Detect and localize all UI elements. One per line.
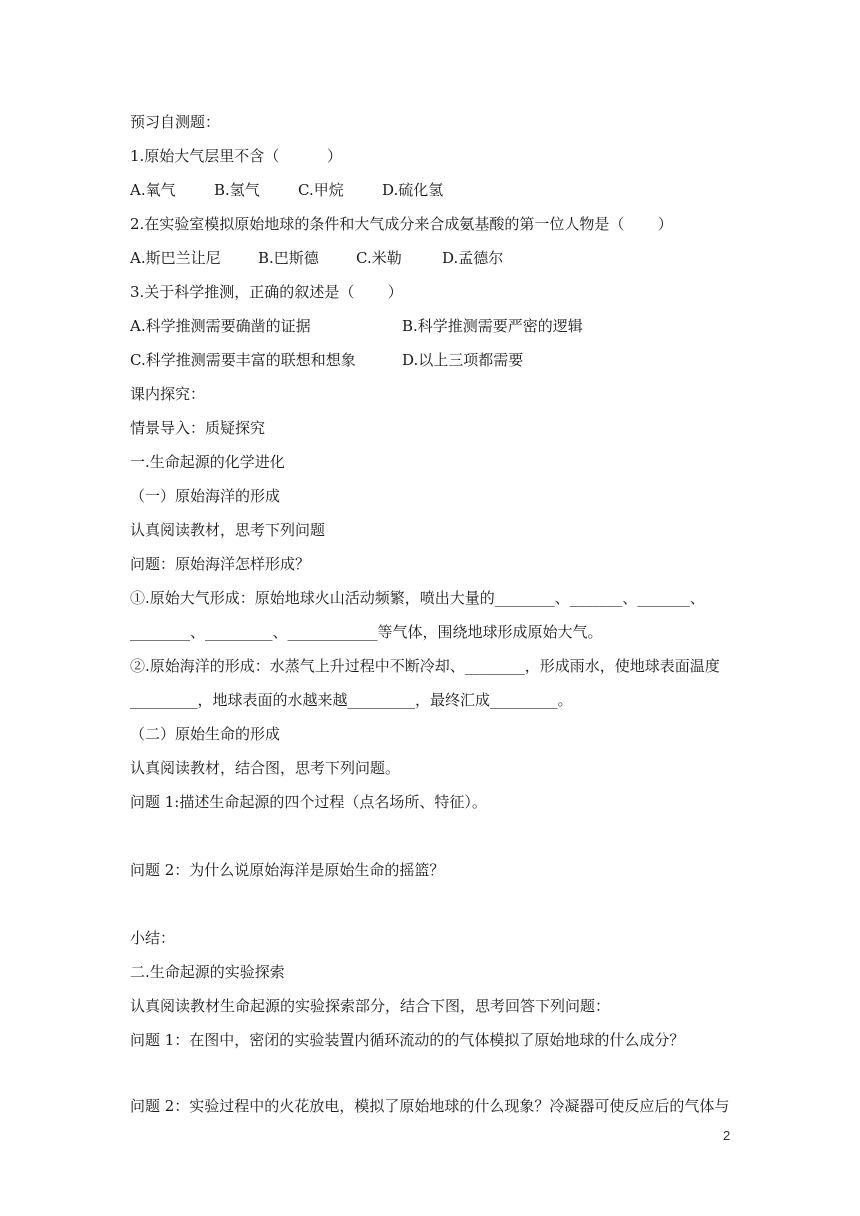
q2-stem: 2.在实验室模拟原始地球的条件和大气成分来合成氨基酸的第一位人物是（ ） xyxy=(130,215,673,233)
life-question-2: 问题 2：为什么说原始海洋是原始生命的摇篮？ xyxy=(130,861,445,879)
subsection-2-title: （二）原始生命的形成 xyxy=(130,725,281,743)
q2-option-d: D.孟德尔 xyxy=(442,249,504,267)
preview-heading: 预习自测题： xyxy=(130,113,221,131)
q1-option-d: D.硫化氢 xyxy=(382,181,444,199)
atmosphere-fill-line-1: ①.原始大气形成：原始地球火山活动频繁，喷出大量的________、_______、_______、 xyxy=(130,589,705,607)
explore-heading: 课内探究： xyxy=(130,385,206,403)
q3-stem: 3.关于科学推测，正确的叙述是（ ） xyxy=(130,283,403,301)
ocean-question: 问题：原始海洋怎样形成？ xyxy=(130,555,311,573)
reading-instruction-3: 认真阅读教材生命起源的实验探索部分，结合下图，思考回答下列问题： xyxy=(130,997,611,1015)
q3-option-b: B.科学推测需要严密的逻辑 xyxy=(402,317,583,335)
ocean-fill-line-2: _________，地球表面的水越来越_________，最终汇成_________。 xyxy=(130,691,573,709)
page-number: 2 xyxy=(723,1128,731,1143)
life-question-1: 问题 1:描述生命起源的四个过程（点名场所、特征）。 xyxy=(130,793,487,811)
ocean-fill-line-1: ②.原始海洋的形成：水蒸气上升过程中不断冷却、________，形成雨水，使地球表面温度 xyxy=(130,657,720,675)
summary-label: 小结： xyxy=(130,929,176,947)
q3-option-d: D.以上三项都需要 xyxy=(402,351,524,369)
subsection-1-title: （一）原始海洋的形成 xyxy=(130,487,281,505)
q2-option-b: B.巴斯德 xyxy=(258,249,319,267)
atmosphere-fill-line-2: ________、_________、____________等气体，围绕地球形成原始大气。 xyxy=(130,623,603,641)
experiment-question-1: 问题 1：在图中，密闭的实验装置内循环流动的的气体模拟了原始地球的什么成分？ xyxy=(130,1031,685,1049)
reading-instruction-1: 认真阅读教材，思考下列问题 xyxy=(130,521,326,539)
q3-option-c: C.科学推测需要丰富的联想和想象 xyxy=(130,351,356,369)
section-1-title: 一.生命起源的化学进化 xyxy=(130,453,285,471)
q1-option-a: A.氧气 xyxy=(130,181,176,199)
q1-stem: 1.原始大气层里不含（ ） xyxy=(130,147,342,165)
q1-option-c: C.甲烷 xyxy=(298,181,344,199)
experiment-question-2: 问题 2：实验过程中的火花放电，模拟了原始地球的什么现象？冷凝器可使反应后的气体与 xyxy=(130,1097,730,1115)
q2-option-a: A.斯巴兰让尼 xyxy=(130,249,221,267)
q2-option-c: C.米勒 xyxy=(356,249,402,267)
q1-option-b: B.氢气 xyxy=(214,181,260,199)
q3-option-a: A.科学推测需要确凿的证据 xyxy=(130,317,311,335)
section-2-title: 二.生命起源的实验探索 xyxy=(130,963,285,981)
reading-instruction-2: 认真阅读教材，结合图，思考下列问题。 xyxy=(130,759,401,777)
scenario-intro: 情景导入：质疑探究 xyxy=(130,419,266,437)
